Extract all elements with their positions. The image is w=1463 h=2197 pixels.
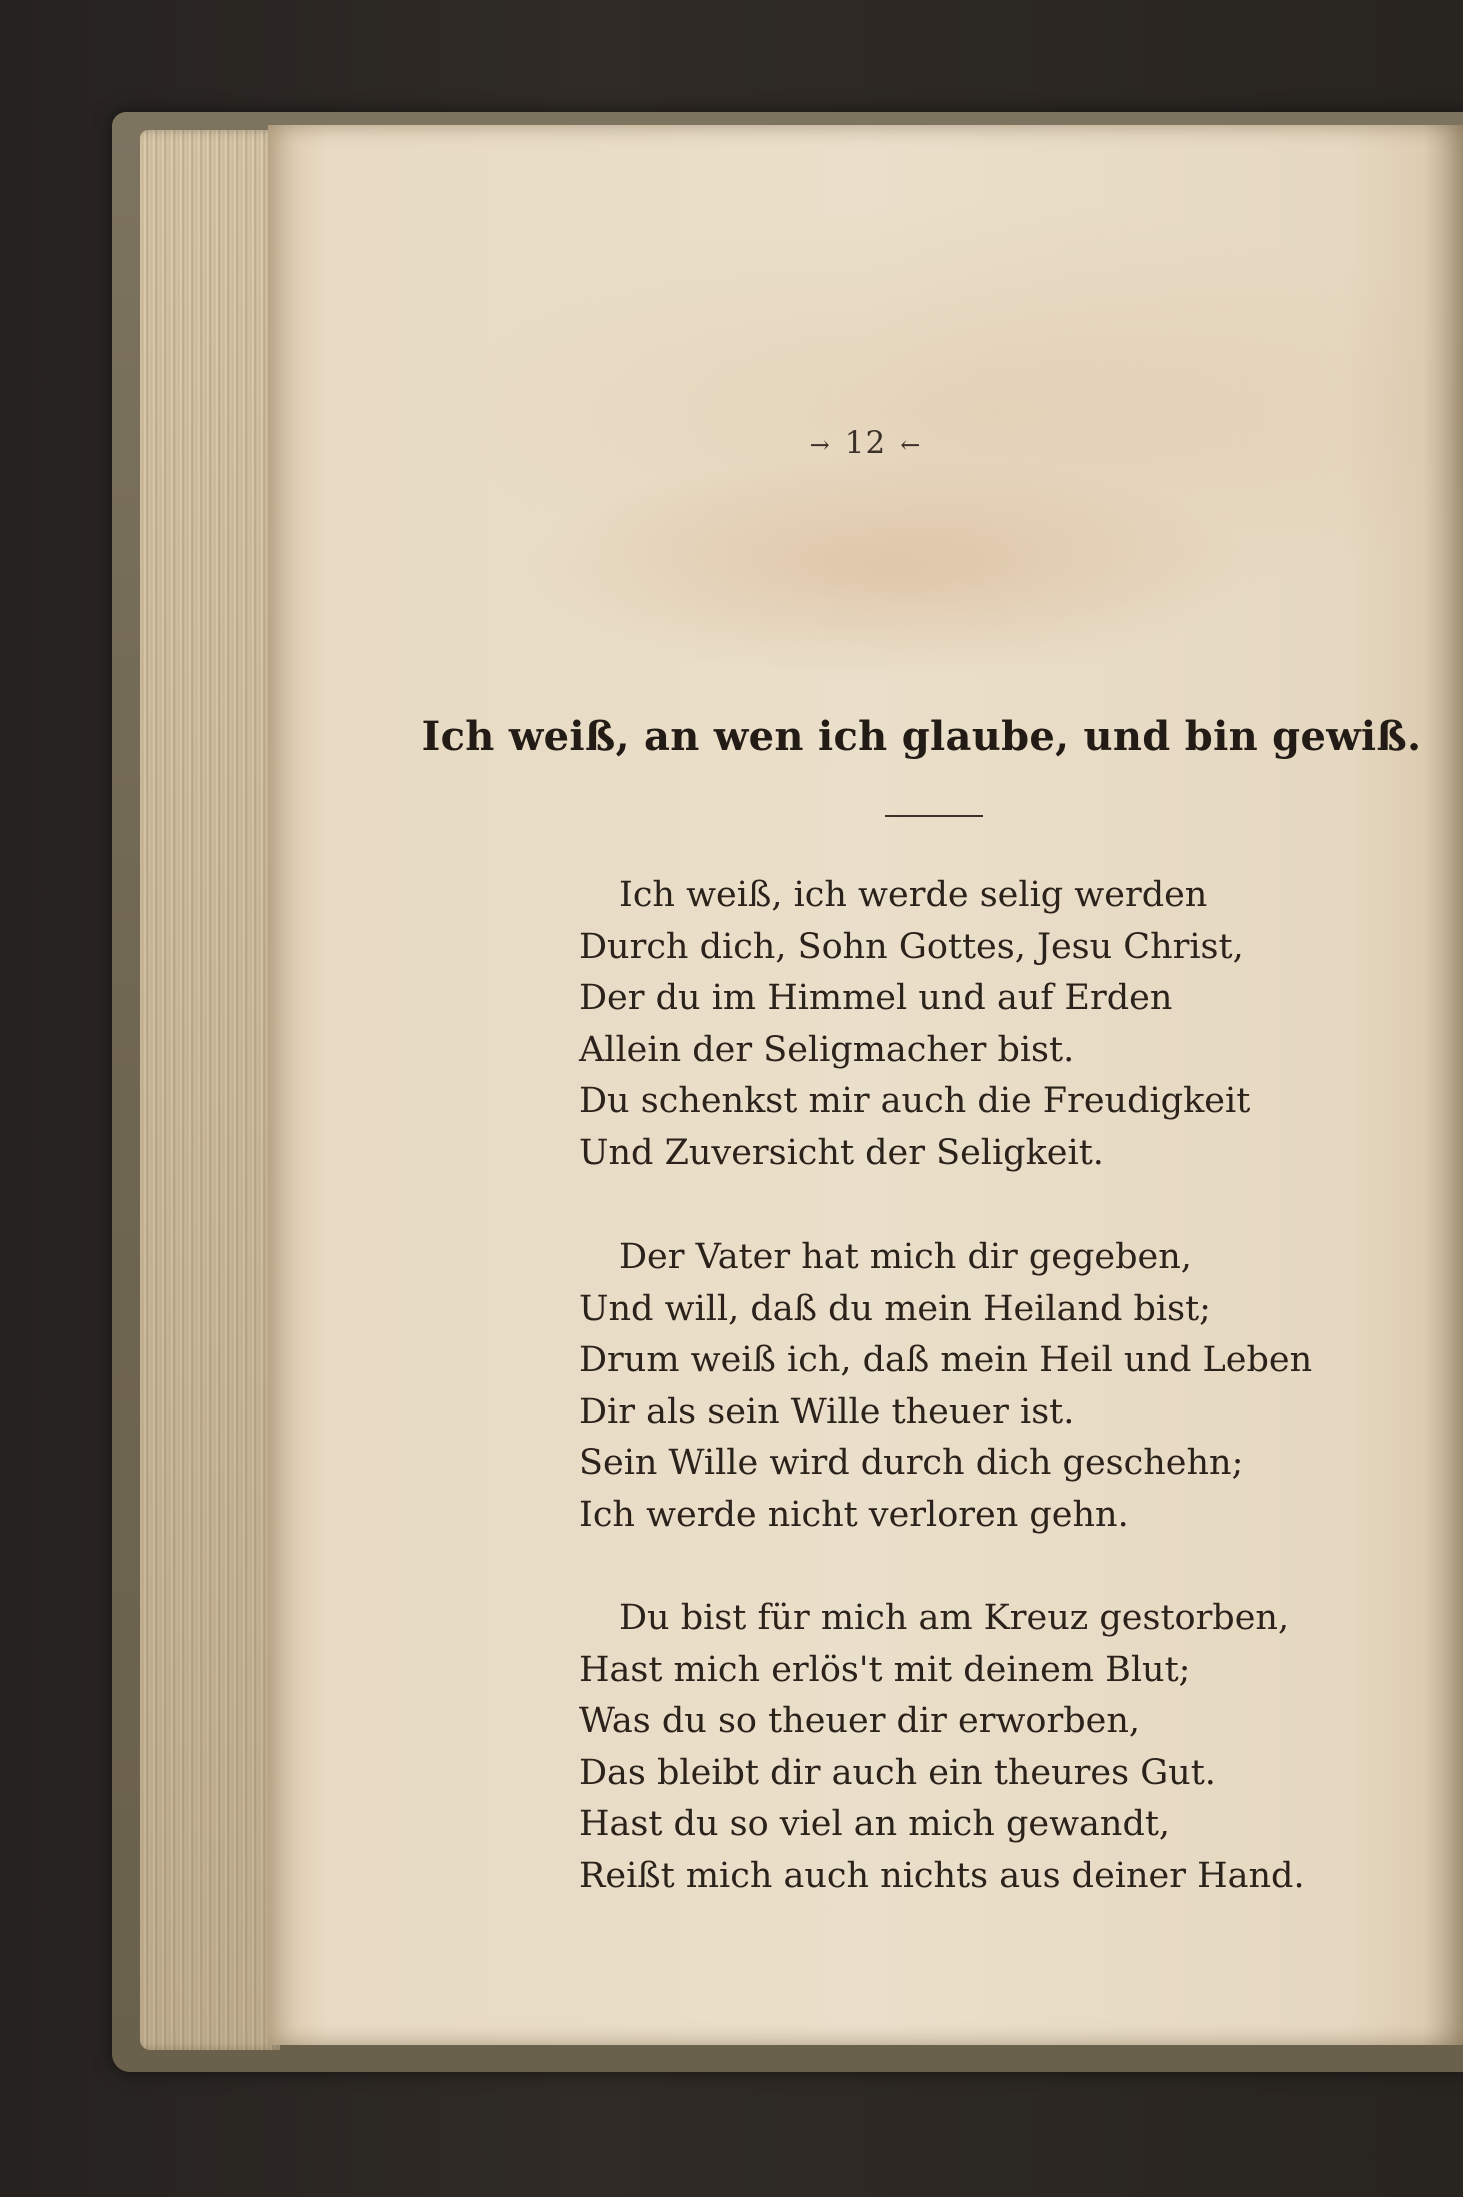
verse-line: Ich weiß, ich werde selig werden <box>619 875 1208 915</box>
verse-line: Was du so theuer dir erworben, <box>579 1701 1140 1741</box>
dash-ornament: → <box>809 431 831 459</box>
dash-ornament: ← <box>900 431 922 459</box>
verse-line: Allein der Seligmacher bist. <box>579 1029 1075 1070</box>
verse-line: Hast mich erlös't mit deinem Blut; <box>579 1649 1191 1690</box>
verse-line: Und Zuversicht der Seligkeit. <box>579 1132 1104 1173</box>
verse-line: Drum weiß ich, daß mein Heil und Leben <box>579 1340 1313 1380</box>
page-edges <box>140 130 280 2050</box>
verse-line: Hast du so viel an mich gewandt, <box>579 1804 1171 1844</box>
verse-line: Und will, daß du mein Heiland bist; <box>579 1288 1211 1329</box>
verse-line: Du schenkst mir auch die Freudigkeit <box>579 1081 1251 1121</box>
verse-line: Dir als sein Wille theuer ist. <box>579 1391 1075 1432</box>
hymn-title: Ich weiß, an wen ich glaube, und bin gewiß. <box>421 713 1422 760</box>
verse-line: Ich werde nicht verloren gehn. <box>579 1494 1129 1535</box>
stanza-1 <box>579 870 1250 1179</box>
verse-line: Durch dich, Sohn Gottes, Jesu Christ, <box>579 926 1244 967</box>
stanza-3 <box>579 1593 1305 1902</box>
page-gutter-shadow <box>1423 125 1463 2045</box>
book-page <box>268 125 1463 2045</box>
page-number-header <box>268 425 1463 461</box>
verse-line: Reißt mich auch nichts aus deiner Hand. <box>579 1855 1305 1896</box>
verse-line: Das bleibt dir auch ein theures Gut. <box>579 1752 1216 1793</box>
verse-line: Du bist für mich am Kreuz gestorben, <box>619 1598 1290 1638</box>
stanza-2 <box>579 1232 1312 1541</box>
verse-line: Sein Wille wird durch dich geschehn; <box>579 1443 1244 1483</box>
verse-line: Der Vater hat mich dir gegeben, <box>619 1237 1192 1277</box>
page-number: 12 <box>844 425 887 461</box>
title-rule <box>885 815 983 817</box>
verse-line: Der du im Himmel und auf Erden <box>579 978 1173 1018</box>
